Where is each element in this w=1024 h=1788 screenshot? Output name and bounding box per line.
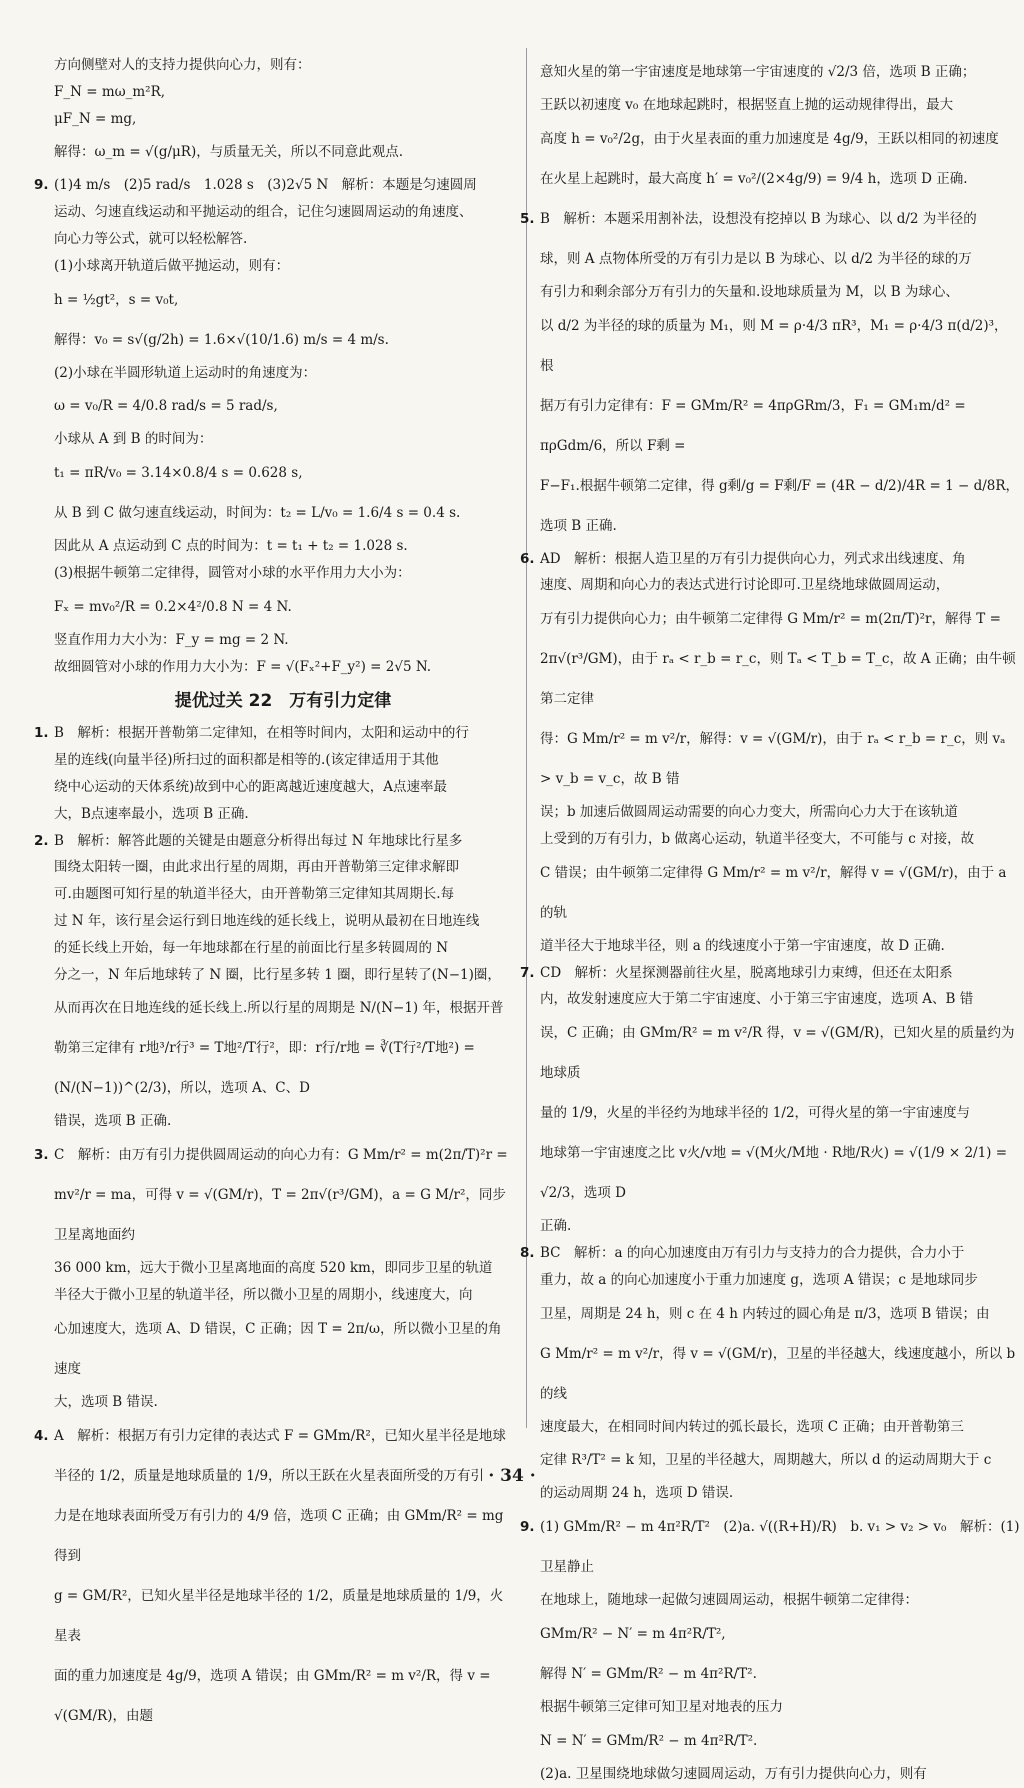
text-line: 心加速度大，选项 A、D 错误，C 正确；因 T = 2π/ω，所以微小卫星的角速度	[54, 1320, 502, 1377]
text-line: 误；b 加速后做圆周运动需要的向心力变大，所需向心力大于在该轨道	[540, 804, 958, 821]
text-line: t₁ = πR/v₀ = 3.14×0.8/4 s = 0.628 s,	[54, 465, 303, 482]
text-line: 球，则 A 点物体所受的万有引力是以 B 为球心、以 d/2 为半径的球的万	[540, 250, 972, 267]
text-line: AD 解析：根据人造卫星的万有引力提供向心力，列式求出线速度、角	[540, 550, 966, 567]
text-line: A 解析：根据万有引力定律的表达式 F = GMm/R²，已知火星半径是地球	[54, 1427, 506, 1444]
text-line: 面的重力加速度是 4g/9，选项 A 错误；由 GMm/R² = m v²/R，得 v = √(GM/R)，由题	[54, 1667, 491, 1724]
text-line: 大，B点速率最小，选项 B 正确.	[54, 805, 249, 822]
text-line: 据万有引力定律有：F = GMm/R² = 4πρGRm/3，F₁ = GM₁m/d² = πρGdm/6，所以 F剩 =	[540, 397, 966, 454]
text-line: 方向侧壁对人的支持力提供向心力，则有：	[54, 57, 311, 73]
text-line: 从而再次在日地连线的延长线上.所以行星的周期是 N/(N−1) 年，根据开普	[54, 1000, 504, 1017]
text-line: 道半径大于地球半径，则 a 的线速度小于第一宇宙速度，故 D 正确.	[540, 937, 945, 954]
text-line: 高度 h = v₀²/2g，由于火星表面的重力加速度是 4g/9，王跃以相同的初速度	[540, 130, 999, 147]
text-line: 的延长线上开始，每一年地球都在行星的前面比行星多转圆周的 N	[54, 939, 449, 956]
text-line: 有引力和剩余部分万有引力的矢量和.设地球质量为 M，以 B 为球心、	[540, 283, 959, 300]
text-line: ω = v₀/R = 4/0.8 rad/s = 5 rad/s,	[54, 398, 278, 415]
text-line: 定律 R³/T² = k 知，卫星的半径越大，周期越大，所以 d 的运动周期大于 c	[540, 1452, 992, 1469]
text-line: 上受到的万有引力，b 做离心运动，轨道半径变大，不可能与 c 对接，故	[540, 830, 975, 847]
text-line: 半径大于微小卫星的轨道半径，所以微小卫星的周期小，线速度大，向	[54, 1286, 473, 1303]
text-line: 万有引力提供向心力；由牛顿第二定律得 G Mm/r² = m(2π/T)²r，解得 T =	[540, 611, 1001, 628]
answer-4	[34, 1416, 512, 1736]
text-line: 2π√(r³/GM)，由于 rₐ < r_b = r_c，则 Tₐ < T_b = T_c，故 A 正确；由牛顿第二定律	[540, 651, 1016, 708]
text-line: 在火星上起跳时，最大高度 h′ = v₀²/(2×4g/9) = 9/4 h，选项 D 正确.	[540, 170, 968, 187]
text-line: 量的 1/9，火星的半径约为地球半径的 1/2，可得火星的第一宇宙速度与	[540, 1105, 971, 1122]
answer-1	[34, 720, 512, 827]
item-number: 1.	[34, 725, 49, 742]
answer-9-left	[34, 172, 512, 680]
text-line: 分之一，N 年后地球转了 N 圈，比行星多转 1 圈，即行星转了(N−1)圈，	[54, 966, 501, 983]
answer-6	[520, 546, 1020, 960]
item-number: 4.	[34, 1427, 49, 1444]
answer-9-right	[520, 1507, 1020, 1787]
text-line: 地球第一宇宙速度之比 v火/v地 = √(M火/M地 · R地/R火) = √(1/9 × 2/1) = √2/3，选项 D	[540, 1145, 1008, 1202]
column-divider	[526, 48, 527, 1428]
text-line: 解得：ω_m = √(g/μR)，与质量无关，所以不同意此观点.	[54, 144, 404, 161]
text-line: 大，选项 B 错误.	[54, 1393, 158, 1410]
text-line: 勒第三定律有 r地³/r行³ = T地²/T行²，即：r行/r地 = ∛(T行²/T地²) = (N/(N−1))^(2/3)，所以，选项 A、C、D	[54, 1040, 475, 1097]
text-line: h = ½gt²，s = v₀t,	[54, 291, 179, 308]
text-line: 绕中心运动的天体系统)故到中心的距离越近速度越大，A点速率最	[54, 778, 448, 795]
text-line: 向心力等公式，就可以轻松解答.	[54, 230, 248, 247]
text-line: 以 d/2 为半径的球的质量为 M₁，则 M = ρ·4/3 πR³，M₁ = ρ·4/3 π(d/2)³，根	[540, 317, 1008, 374]
answer-5	[520, 199, 1020, 546]
text-line: CD 解析：火星探测器前往火星，脱离地球引力束缚，但还在太阳系	[540, 964, 953, 981]
text-line: 在地球上，随地球一起做匀速圆周运动，根据牛顿第二定律得：	[540, 1592, 918, 1609]
text-line: 半径的 1/2，质量是地球质量的 1/9，所以王跃在火星表面所受的万有引	[54, 1467, 485, 1484]
text-line: 过 N 年，该行星会运行到日地连线的延长线上，说明从最初在日地连线	[54, 912, 480, 929]
text-line: F−F₁.根据牛顿第二定律，得 g剩/g = F剩/F = (4R − d/2)/4R = 1 − d/8R，选项 B 正确.	[540, 477, 1020, 534]
item-number: 8.	[520, 1244, 535, 1261]
text-line: 重力，故 a 的向心加速度小于重力加速度 g，选项 A 错误；c 是地球同步	[540, 1271, 978, 1288]
text-line: F_N = mω_m²R,	[54, 83, 166, 100]
text-line: 误，C 正确；由 GMm/R² = m v²/R 得，v = √(GM/R)，已知火星的质量约为地球质	[540, 1025, 1015, 1082]
answer-7	[520, 960, 1020, 1240]
text-line: (2)小球在半圆形轨道上运动时的角速度为：	[54, 364, 317, 381]
text-line: 根据牛顿第三定律可知卫星对地表的压力	[540, 1698, 783, 1715]
text-line: (1)4 m/s (2)5 rad/s 1.028 s (3)2√5 N 解析：本题是匀速圆周	[54, 177, 477, 194]
item-number: 7.	[520, 964, 535, 981]
text-line: 竖直作用力大小为：F_y = mg = 2 N.	[54, 631, 289, 648]
text-line: mv²/r = ma，可得 v = √(GM/r)，T = 2π√(r³/GM)，a = G M/r²，同步卫星离地面约	[54, 1187, 506, 1244]
text-line: 内，故发射速度应大于第二宇宙速度、小于第三宇宙速度，选项 A、B 错	[540, 991, 974, 1008]
item-number: 6.	[520, 550, 535, 567]
text-line: 星的连线(向量半径)所扫过的面积都是相等的.(该定律适用于其他	[54, 752, 439, 769]
text-line: 王跃以初速度 v₀ 在地球起跳时，根据竖直上抛的运动规律得出，最大	[540, 97, 954, 113]
text-line: 速度、周期和向心力的表达式进行讨论即可.卫星绕地球做圆周运动，	[540, 577, 950, 594]
text-line: 得：G Mm/r² = m v²/r，解得：v = √(GM/r)，由于 rₐ < r_b = r_c，则 vₐ > v_b = v_c，故 B 错	[540, 731, 1006, 788]
item-number: 9.	[34, 177, 49, 194]
text-line: N = N′ = GMm/R² − m 4π²R/T².	[540, 1732, 758, 1749]
text-line: 力是在地球表面所受万有引力的 4/9 倍，选项 C 正确；由 GMm/R² = mg 得到	[54, 1507, 504, 1564]
text-line: B 解析：本题采用割补法，设想没有挖掉以 B 为球心、以 d/2 为半径的	[540, 210, 977, 227]
text-line: (1) GMm/R² − m 4π²R/T² (2)a. √((R+H)/R) b. v₁ > v₂ > v₀ 解析：(1)卫星静止	[540, 1519, 1020, 1576]
text-line: 卫星，周期是 24 h，则 c 在 4 h 内转过的圆心角是 π/3，选项 B 错误；由	[540, 1305, 990, 1322]
answer-4-continued	[540, 52, 1020, 199]
text-line: C 错误；由牛顿第二定律得 G Mm/r² = m v²/r，解得 v = √(GM/r)，由于 a 的轨	[540, 864, 1007, 921]
text-line: 意知火星的第一宇宙速度是地球第一宇宙速度的 √2/3 倍，选项 B 正确；	[540, 64, 976, 80]
text-line: B 解析：根据开普勒第二定律知，在相等时间内，太阳和运动中的行	[54, 725, 469, 742]
text-line: (1)小球离开轨道后做平抛运动，则有：	[54, 257, 290, 274]
text-line: GMm/R² − N′ = m 4π²R/T²,	[540, 1625, 726, 1642]
answer-3	[34, 1135, 512, 1415]
text-line: 运动、匀速直线运动和平抛运动的组合，记住匀速圆周运动的角速度、	[54, 204, 473, 221]
text-line: g = GM/R²，已知火星半径是地球半径的 1/2，质量是地球质量的 1/9，火星表	[54, 1587, 504, 1644]
text-line: (2)a. 卫星围绕地球做匀速圆周运动，万有引力提供向心力，则有	[540, 1765, 927, 1782]
text-line: 小球从 A 到 B 的时间为：	[54, 431, 213, 448]
item-number: 3.	[34, 1147, 49, 1164]
text-line: 因此从 A 点运动到 C 点的时间为：t = t₁ + t₂ = 1.028 s.	[54, 538, 408, 555]
text-line: 正确.	[540, 1218, 572, 1235]
answer-2	[34, 828, 512, 1136]
text-line: BC 解析：a 的向心加速度由万有引力与支持力的合力提供，合力小于	[540, 1244, 965, 1261]
text-line: 解得 N′ = GMm/R² − m 4π²R/T².	[540, 1665, 757, 1682]
text-line: Fₓ = mv₀²/R = 0.2×4²/0.8 N = 4 N.	[54, 598, 292, 615]
text-line: 速度最大，在相同时间内转过的弧长最长，选项 C 正确；由开普勒第三	[540, 1418, 964, 1435]
section-title: 提优过关 22 万有引力定律	[174, 691, 392, 712]
page-number: · 34 ·	[488, 1466, 536, 1486]
right-column	[520, 52, 1020, 1788]
text-line: 36 000 km，远大于微小卫星离地面的高度 520 km，即同步卫星的轨道	[54, 1260, 493, 1277]
text-line: G Mm/r² = m v²/r，得 v = √(GM/r)，卫星的半径越大，线速度越小，所以 b 的线	[540, 1345, 1016, 1402]
text-line: 故细圆管对小球的作用力大小为：F = √(Fₓ²+F_y²) = 2√5 N.	[54, 658, 432, 675]
text-line: 可.由题图可知行星的轨道半径大，由开普勒第三定律知其周期长.每	[54, 886, 455, 903]
item-number: 5.	[520, 210, 535, 227]
text-line: B 解析：解答此题的关键是由题意分析得出每过 N 年地球比行星多	[54, 832, 463, 849]
text-line: 的运动周期 24 h，选项 D 错误.	[540, 1485, 734, 1502]
text-line: 围绕太阳转一圈，由此求出行星的周期，再由开普勒第三定律求解即	[54, 859, 459, 876]
text-line: 解得：v₀ = s√(g/2h) = 1.6×√(10/1.6) m/s = 4 m/s.	[54, 331, 389, 348]
intro-block	[54, 52, 512, 172]
item-number: 9.	[520, 1519, 535, 1536]
text-line: 错误，选项 B 正确.	[54, 1113, 172, 1130]
text-line: 从 B 到 C 做匀速直线运动，时间为：t₂ = L/v₀ = 1.6/4 s = 0.4 s.	[54, 505, 461, 522]
text-line: (3)根据牛顿第二定律得，圆管对小球的水平作用力大小为：	[54, 564, 411, 581]
text-line: C 解析：由万有引力提供圆周运动的向心力有：G Mm/r² = m(2π/T)²r =	[54, 1147, 508, 1164]
text-line: μF_N = mg,	[54, 110, 137, 127]
item-number: 2.	[34, 832, 49, 849]
